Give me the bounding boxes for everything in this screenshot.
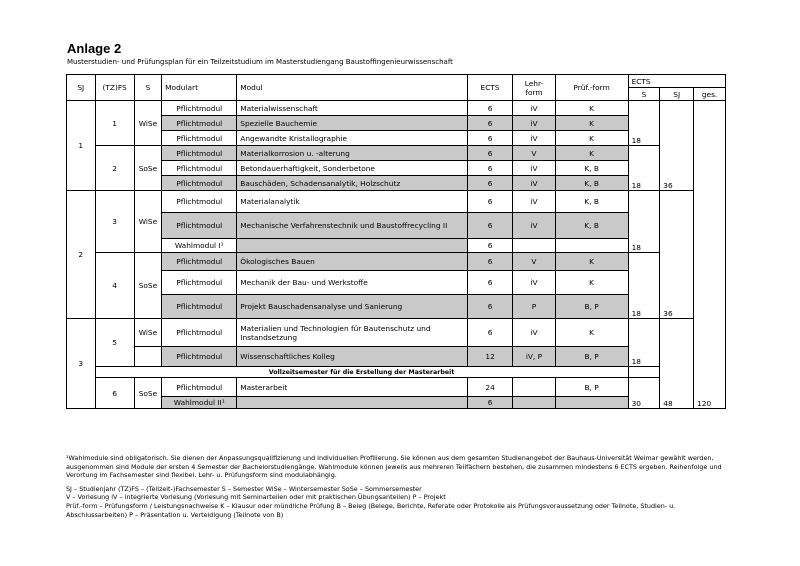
- modul-cell: Materialkorrosion u. -alterung: [237, 146, 468, 161]
- modul-cell: Mechanische Verfahrenstechnik und Baustoffrecycling II: [237, 213, 468, 239]
- sj-cell: 2: [67, 191, 96, 319]
- ects-cell: 6: [467, 319, 512, 347]
- modulart-cell: Pflichtmodul: [162, 191, 237, 213]
- pruefform-cell: K: [555, 319, 628, 347]
- modulart-cell: Pflichtmodul: [162, 176, 237, 191]
- ects-cell: 6: [467, 131, 512, 146]
- modul-cell: [237, 239, 468, 253]
- ects-cell: 6: [467, 213, 512, 239]
- modulart-cell: Pflichtmodul: [162, 213, 237, 239]
- pruefform-cell: [555, 239, 628, 253]
- header-lehrform: Lehr-form: [513, 75, 555, 101]
- legend-line: SJ – Studienjahr (TZ)FS – (Teilzeit-)Fachsemester S – Semester WiSe – Wintersemester SoSe – Sommersemester: [66, 484, 422, 493]
- ects-semester-cell: 30: [628, 378, 660, 409]
- modul-cell: Spezielle Bauchemie: [237, 116, 468, 131]
- ects-cell: 6: [467, 239, 512, 253]
- lehrform-cell: [513, 239, 555, 253]
- pruefform-cell: K, B: [555, 161, 628, 176]
- modulart-cell: Wahlmodul II¹: [162, 397, 237, 409]
- ects-year-cell: 36: [660, 191, 694, 319]
- ects-semester-cell: 18: [628, 191, 660, 253]
- modulart-cell: Pflichtmodul: [162, 101, 237, 116]
- modul-cell: Betondauerhaftigkeit, Sonderbetone: [237, 161, 468, 176]
- header-pruefform: Prüf.-form: [555, 75, 628, 101]
- modulart-cell: Pflichtmodul: [162, 116, 237, 131]
- ects-cell: 6: [467, 101, 512, 116]
- pruefform-cell: B, P: [555, 347, 628, 367]
- header-modul: Modul: [237, 75, 468, 101]
- lehrform-cell: iV: [513, 116, 555, 131]
- modulart-cell: Wahlmodul I¹: [162, 239, 237, 253]
- modulart-cell: Pflichtmodul: [162, 378, 237, 397]
- fs-cell: 1: [95, 101, 134, 146]
- pruefform-cell: K: [555, 146, 628, 161]
- header-ects-sj: SJ: [660, 88, 694, 101]
- modulart-cell: Pflichtmodul: [162, 146, 237, 161]
- modulart-cell: Pflichtmodul: [162, 319, 237, 347]
- lehrform-cell: iV: [513, 319, 555, 347]
- lehrform-cell: iV: [513, 191, 555, 213]
- ects-year-cell: 48: [660, 319, 694, 409]
- semester-cell: [134, 347, 162, 367]
- modulart-cell: Pflichtmodul: [162, 161, 237, 176]
- lehrform-cell: V: [513, 253, 555, 271]
- semester-cell: WiSe: [134, 191, 162, 253]
- modul-cell: Materialien und Technologien für Bautenschutz und Instandsetzung: [237, 319, 468, 347]
- semester-cell: SoSe: [134, 378, 162, 409]
- lehrform-cell: iV: [513, 176, 555, 191]
- pruefform-cell: K: [555, 253, 628, 271]
- modul-cell: Materialwissenschaft: [237, 101, 468, 116]
- modul-cell: Angewandte Kristallographie: [237, 131, 468, 146]
- modul-cell: Ökologisches Bauen: [237, 253, 468, 271]
- semester-cell: WiSe: [134, 101, 162, 146]
- pruefform-cell: K: [555, 116, 628, 131]
- lehrform-cell: iV: [513, 101, 555, 116]
- ects-cell: 6: [467, 253, 512, 271]
- modulart-cell: Pflichtmodul: [162, 347, 237, 367]
- modul-cell: Bauschäden, Schadensanalytik, Holzschutz: [237, 176, 468, 191]
- modulart-cell: Pflichtmodul: [162, 271, 237, 295]
- ects-cell: 12: [467, 347, 512, 367]
- header-modulart: Modulart: [162, 75, 237, 101]
- pruefform-cell: B, P: [555, 295, 628, 319]
- document-subtitle: Musterstudien- und Prüfungsplan für ein Teilzeitstudium im Masterstudiengang Baustoffingenieurwissenschaft: [67, 58, 453, 66]
- ects-cell: 6: [467, 191, 512, 213]
- sj-cell: 3: [67, 319, 96, 409]
- lehrform-cell: iV: [513, 161, 555, 176]
- lehrform-cell: [513, 378, 555, 397]
- legend-line: V – Vorlesung iV – integrierte Vorlesung (Vorlesung mit Seminarteilen oder mit praktischen Übungsanteilen) P – Projekt: [66, 493, 446, 502]
- footnote-wahlmodule: ¹Wahlmodule sind obligatorisch. Sie dienen der Anpassungsqualifizierung und individuellen Profilierung. Sie können aus dem gesamten Studienangebot der Bauhaus-Universität Weimar gewählt werden, ausgenommen sind Module der ersten 4 Semester der Bachelorstudiengänge. Wahlmodule können jeweils aus mehreren Teilfächern bestehen, die zusammen mindestens 6 ECTS ergeben. Reihenfolge und Verortung im Fachsemester sind flexibel. Lehr- u. Prüfungsform sind modulabhängig.: [66, 454, 722, 480]
- header-ects-s: S: [628, 88, 660, 101]
- study-plan-table: [66, 74, 726, 409]
- modul-cell: [237, 397, 468, 409]
- ects-cell: 6: [467, 295, 512, 319]
- header-ects: ECTS: [467, 75, 512, 101]
- ects-cell: 6: [467, 271, 512, 295]
- pruefform-cell: [555, 397, 628, 409]
- modul-cell: Wissenschaftliches Kolleg: [237, 347, 468, 367]
- header-ects-ges: ges.: [694, 88, 726, 101]
- pruefform-cell: K: [555, 271, 628, 295]
- semester-cell: WiSe: [134, 319, 162, 347]
- fs-cell: 5: [95, 319, 134, 367]
- ects-semester-cell: 18: [628, 253, 660, 319]
- ects-semester-cell: 18: [628, 146, 660, 191]
- header-fs: (TZ)FS: [95, 75, 134, 101]
- modul-cell: Projekt Bauschadensanalyse und Sanierung: [237, 295, 468, 319]
- ects-cell: 24: [467, 378, 512, 397]
- fs-cell: 3: [95, 191, 134, 253]
- ects-total-cell: 120: [694, 101, 726, 409]
- modulart-cell: Pflichtmodul: [162, 131, 237, 146]
- modulart-cell: Pflichtmodul: [162, 295, 237, 319]
- ects-semester-cell: 18: [628, 101, 660, 146]
- ects-cell: 6: [467, 146, 512, 161]
- legend-line: Prüf.-form – Prüfungsform / Leistungsnachweise K – Klausur oder mündliche Prüfung B – Beleg (Belege, Berichte, Referate oder Protokolle als Prüfungsvoraussetzung oder Teilnote, Studien- u. Abschlussarbeiten) P – Präsentation u. Verteidigung (Teilnote von B): [66, 501, 676, 519]
- lehrform-cell: iV, P: [513, 347, 555, 367]
- pruefform-cell: K: [555, 131, 628, 146]
- footnotes: [66, 454, 736, 519]
- ects-year-cell: 36: [660, 101, 694, 191]
- fs-cell: 2: [95, 146, 134, 191]
- header-ects-group: ECTS: [628, 75, 725, 88]
- pruefform-cell: K: [555, 101, 628, 116]
- fs-cell: 6: [95, 378, 134, 409]
- ects-semester-cell: 18: [628, 319, 660, 367]
- modulart-cell: Pflichtmodul: [162, 253, 237, 271]
- lehrform-cell: P: [513, 295, 555, 319]
- document-title: Anlage 2: [67, 41, 122, 56]
- header-sj: SJ: [67, 75, 96, 101]
- lehrform-cell: [513, 397, 555, 409]
- ects-cell: 6: [467, 116, 512, 131]
- semester-cell: SoSe: [134, 146, 162, 191]
- modul-cell: Materialanalytik: [237, 191, 468, 213]
- fs-cell: 4: [95, 253, 134, 319]
- modul-cell: Masterarbeit: [237, 378, 468, 397]
- header-s: S: [134, 75, 162, 101]
- ects-cell: 6: [467, 176, 512, 191]
- lehrform-cell: iV: [513, 213, 555, 239]
- pruefform-cell: K, B: [555, 191, 628, 213]
- pruefform-cell: B, P: [555, 378, 628, 397]
- semester-cell: SoSe: [134, 253, 162, 319]
- band-row-masterarbeit: Vollzeitsemester für die Erstellung der Masterarbeit: [95, 367, 628, 378]
- pruefform-cell: K, B: [555, 176, 628, 191]
- ects-cell: 6: [467, 397, 512, 409]
- lehrform-cell: iV: [513, 131, 555, 146]
- modul-cell: Mechanik der Bau- und Werkstoffe: [237, 271, 468, 295]
- lehrform-cell: iV: [513, 271, 555, 295]
- ects-cell: 6: [467, 161, 512, 176]
- lehrform-cell: V: [513, 146, 555, 161]
- pruefform-cell: K, B: [555, 213, 628, 239]
- sj-cell: 1: [67, 101, 96, 191]
